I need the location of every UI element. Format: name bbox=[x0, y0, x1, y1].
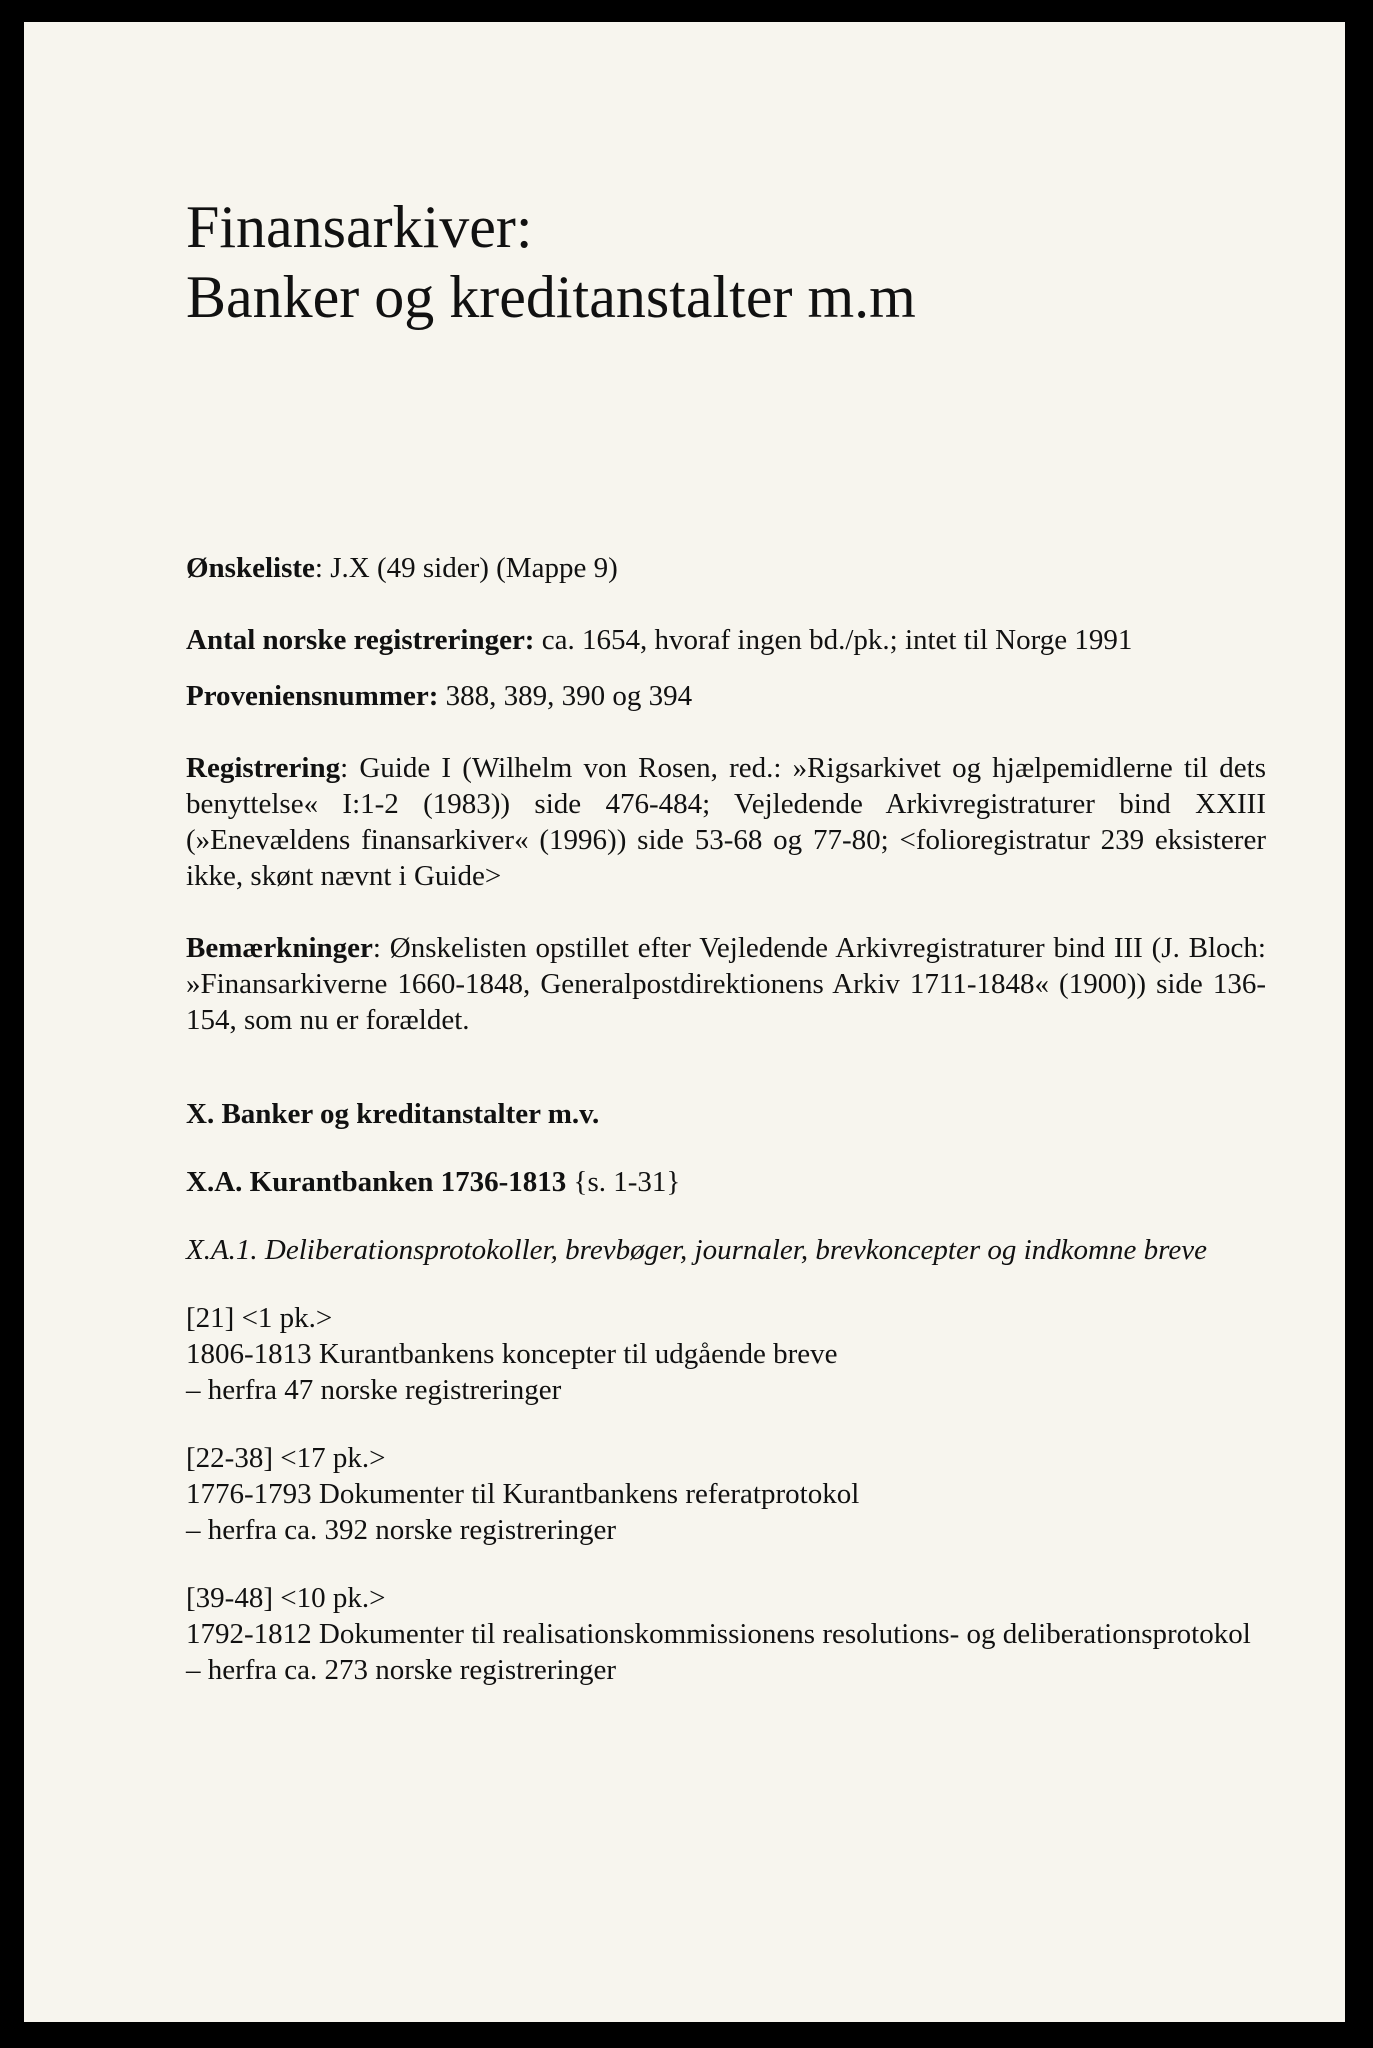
document-page bbox=[24, 22, 1345, 2022]
bemaerkninger-label: Bemærkninger bbox=[186, 932, 373, 964]
proveniens-paragraph bbox=[186, 678, 1266, 714]
entry-count: – herfra 47 norske registreringer bbox=[186, 1374, 562, 1406]
entry-description: 1776-1793 Dokumenter til Kurantbankens referatprotokol bbox=[186, 1478, 860, 1510]
title-line-2: Banker og kreditanstalter m.m bbox=[186, 264, 916, 330]
section-heading-xa bbox=[186, 1164, 1266, 1200]
entry-description: 1792-1812 Dokumenter til realisationskommissionens resolutions- og deliberationsprotokol bbox=[186, 1618, 1251, 1650]
registrering-paragraph bbox=[186, 750, 1266, 894]
entry-count: – herfra ca. 392 norske registreringer bbox=[186, 1514, 616, 1546]
registrering-label: Registrering bbox=[186, 752, 341, 784]
bemaerkninger-paragraph bbox=[186, 930, 1266, 1038]
page-title bbox=[186, 192, 1266, 332]
onskeliste-paragraph bbox=[186, 550, 1266, 586]
page-content bbox=[186, 192, 1266, 1688]
entry-description: 1806-1813 Kurantbankens koncepter til udgående breve bbox=[186, 1338, 838, 1370]
antal-text: ca. 1654, hvoraf ingen bd./pk.; intet til Norge 1991 bbox=[534, 624, 1133, 656]
subsection-heading-xa1: X.A.1. Deliberationsprotokoller, brevbøger, journaler, brevkoncepter og indkomne breve bbox=[186, 1234, 1207, 1266]
entry-39-48 bbox=[186, 1580, 1266, 1688]
section-xa-pages: {s. 1-31} bbox=[566, 1166, 681, 1198]
entry-ref: [39-48] <10 pk.> bbox=[186, 1582, 386, 1614]
proveniens-label: Proveniensnummer: bbox=[186, 680, 439, 712]
antal-paragraph bbox=[186, 622, 1266, 658]
antal-label: Antal norske registreringer: bbox=[186, 624, 535, 656]
section-xa-label: X.A. Kurantbanken 1736-1813 bbox=[186, 1166, 567, 1198]
entry-count: – herfra ca. 273 norske registreringer bbox=[186, 1654, 616, 1686]
section-heading-x: X. Banker og kreditanstalter m.v. bbox=[186, 1098, 600, 1130]
onskeliste-text: : J.X (49 sider) (Mappe 9) bbox=[314, 552, 618, 584]
entry-ref: [22-38] <17 pk.> bbox=[186, 1442, 386, 1474]
bemaerkninger-text: : Ønskelisten opstillet efter Vejledende Arkivregistraturer bind III (J. Bloch: »Finansarkiverne 1660-1848, Generalpostdirektionens Arkiv 1711-1848« (1900)) side 136-154, som nu er forældet. bbox=[186, 932, 1266, 1036]
registrering-text: : Guide I (Wilhelm von Rosen, red.: »Rigsarkivet og hjælpemidlerne til dets benyttelse« I:1-2 (1983)) side 476-484; Vejledende Arkivregistraturer bind XXIII (»Enevældens finansarkiver« (1996)) side 53-68 og 77-80; <folioregistratur 239 eksisterer ikke, skønt nævnt i Guide> bbox=[186, 752, 1266, 892]
entry-ref: [21] <1 pk.> bbox=[186, 1302, 333, 1334]
proveniens-text: 388, 389, 390 og 394 bbox=[438, 680, 693, 712]
entry-22-38 bbox=[186, 1440, 1266, 1548]
title-line-1: Finansarkiver: bbox=[186, 194, 533, 260]
onskeliste-label: Ønskeliste bbox=[186, 552, 315, 584]
entry-21 bbox=[186, 1300, 1266, 1408]
